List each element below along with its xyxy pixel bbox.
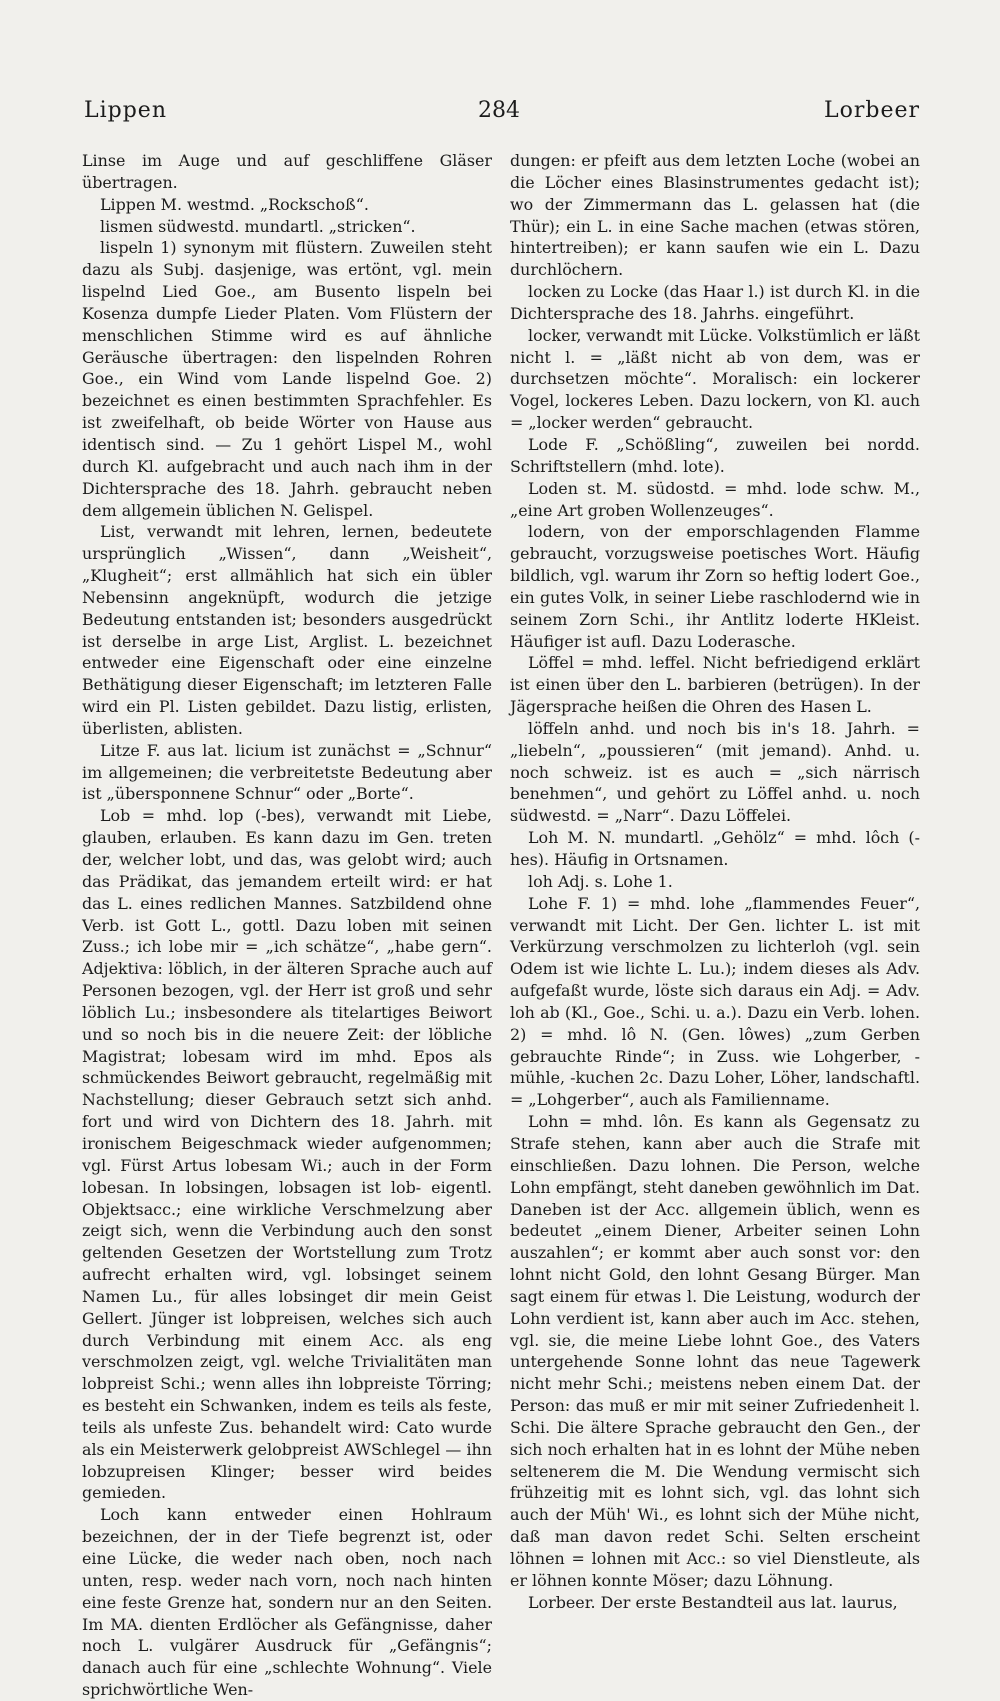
entry-paragraph: Loden st. M. südostd. = mhd. lode schw. M., „eine Art groben Wollenzeuges“. <box>510 478 920 520</box>
entry-paragraph: Lohe F. 1) = mhd. lohe „flammendes Feuer“, verwandt mit Licht. Der Gen. lichter L. ist mit Verkürzung verschmolzen zu lichterloh (vgl. sein Odem ist wie lichte L. Lu.); indem dieses als Adv. aufgefaßt wurde, löste sich daraus ein Adj. = Adv. loh ab (Kl., Goe., Schi. u. a.). Dazu ein Verb. lohen. 2) = mhd. lô N. (Gen. lôwes) „zum Gerben gebrauchte Rinde“; in Zuss. wie Lohgerber, -mühle, -kuchen 2c. Dazu Loher, Löher, landschaftl. = „Lohgerber“, auch als Familienname. <box>510 893 920 1110</box>
entry-paragraph: Linse im Auge und auf geschliffene Gläser übertragen. <box>82 151 492 192</box>
entry-paragraph: loh Adj. s. Lohe 1. <box>528 871 673 891</box>
entry-paragraph: lispeln 1) synonym mit flüstern. Zuweilen steht dazu als Subj. dasjenige, was ertönt, vgl. mein lispelnd Lied Goe., am Busento lispeln bei Kosenza dumpfe Lieder Platen. Vom Flüstern der menschlichen Stimme wird es auf ähnliche Geräusche übertragen: den lispelnden Rohren Goe., ein Wind vom Lande lispelnd Goe. 2) bezeichnet es einen bestimmten Sprachfehler. Es ist zweifelhaft, ob beide Wörter von Hause aus identisch sind. — Zu 1 gehört Lispel M., wohl durch Kl. aufgebracht und auch nach ihm in der Dichtersprache des 18. Jahrh. gebraucht neben dem allgemein üblichen N. Gelispel. <box>82 238 492 520</box>
entry-paragraph: löffeln anhd. und noch bis in's 18. Jahrh. = „liebeln“, „poussieren“ (mit jemand). Anhd. u. noch schweiz. ist es auch = „sich närrisch benehmen“, und gehört zu Löffel anhd. u. noch südwestd. = „Narr“. Dazu Löffelei. <box>510 718 920 826</box>
entry-paragraph: Loch kann entweder einen Hohlraum bezeichnen, der in der Tiefe begrenzt ist, oder eine Lücke, die weder nach oben, noch nach unten, resp. weder nach vorn, noch nach hinten eine feste Grenze hat, sondern nur an den Seiten. Im MA. dienten Erdlöcher als Gefängnisse, daher noch L. vulgärer Ausdruck für „Gefängnis“; danach auch für eine „schlechte Wohnung“. Viele sprichwörtliche Wen- <box>82 1505 492 1700</box>
entry-paragraph: Lob = mhd. lop (-bes), verwandt mit Liebe, glauben, erlauben. Es kann dazu im Gen. treten der, welcher lobt, und das, was gelobt wird; auch das Prädikat, das jemandem erteilt wird: er hat das L. eines redlichen Mannes. Satzbildend ohne Verb. ist Gott L., gottl. Dazu loben mit seinen Zuss.; ich lobe mir = „ich schätze“, „habe gern“. Adjektiva: löblich, in der älteren Sprache auch auf Personen bezogen, vgl. der Herr ist groß und sehr löblich Lu.; insbesondere als titelartiges Beiwort und so noch bis in die neuere Zeit: der löbliche Magistrat; lobesam wird im mhd. Epos als schmückendes Beiwort gebraucht, regelmäßig mit Nachstellung; dieser Gebrauch setzt sich anhd. fort und wird von Dichtern des 18. Jahrh. mit ironischem Beigeschmack wieder aufgenommen; vgl. Fürst Artus lobesam Wi.; auch in der Form lobesan. In lobsingen, lobsagen ist lob- eigentl. Objektsacc.; eine wirkliche Verschmelzung aber zeigt sich, wenn die Verbindung auch den sonst geltenden Gesetzen der Wortstellung zum Trotz aufrecht erhalten wird, vgl. lobsinget seinem Namen Lu., für alles lobsinget dir mein Geist Gellert. Jünger ist lobpreisen, welches sich auch durch Verbindung mit einem Acc. als eng verschmolzen zeigt, vgl. welche Trivialitäten man lobpreist Schi.; wenn alles ihn lobpreiste Törring; es besteht ein Schwanken, indem es teils als feste, teils als unfeste Zus. behandelt wird: Cato wurde als ein Meisterwerk gelobpreist AWSchlegel — ihn lobzupreisen Klinger; besser wird beides gemieden. <box>82 806 492 1503</box>
entry-paragraph: lodern, von der emporschlagenden Flamme gebraucht, vorzugsweise poetisches Wort. Häufig bildlich, vgl. warum ihr Zorn so heftig lodert Goe., ein gutes Volk, in seiner Liebe raschlodernd wie in seinem Zorn Schi., ihr Antlitz loderte HKleist. Häufiger ist aufl. Dazu Loderasche. <box>510 522 920 651</box>
header-right-keyword: Lorbeer <box>823 98 920 123</box>
entry-paragraph: locken zu Locke (das Haar l.) ist durch Kl. in die Dichtersprache des 18. Jahrhs. eingeführt. <box>510 282 920 323</box>
entry-paragraph: Lode F. „Schößling“, zuweilen bei nordd. Schriftstellern (mhd. lote). <box>510 434 920 476</box>
entry-paragraph: List, verwandt mit lehren, lernen, bedeutete ursprünglich „Wissen“, dann „Weisheit“, „Klugheit“; erst allmählich hat sich ein übler Nebensinn angeknüpft, wodurch die jetzige Bedeutung entstanden ist; besonders ausgedrückt ist derselbe in arge List, Arglist. L. bezeichnet entweder eine Eigenschaft oder eine einzelne Bethätigung dieser Eigenschaft; im letzteren Falle wird ein Pl. Listen gebildet. Dazu listig, erlisten, überlisten, ablisten. <box>82 522 492 738</box>
right-column <box>510 150 920 1614</box>
entry-paragraph: lismen südwestd. mundartl. „stricken“. <box>100 216 416 236</box>
entry-paragraph: locker, verwandt mit Lücke. Volkstümlich er läßt nicht l. = „läßt nicht ab von dem, was er durchsetzen möchte“. Moralisch: ein lockerer Vogel, lockeres Leben. Dazu lockern, von Kl. auch = „locker werden“ gebraucht. <box>510 325 920 433</box>
entry-paragraph: Lohn = mhd. lôn. Es kann als Gegensatz zu Strafe stehen, kann aber auch die Strafe mit einschließen. Dazu lohnen. Die Person, welche Lohn empfängt, steht daneben gewöhnlich im Dat. Daneben ist der Acc. allgemein üblich, wenn es bedeutet „einem Diener, Arbeiter seinen Lohn auszahlen“; er kommt aber auch sonst vor: den lohnt nicht Gold, den lohnt Gesang Bürger. Man sagt einem für etwas l. Die Leistung, wodurch der Lohn verdient ist, kann aber auch im Acc. stehen, vgl. sie, die meine Liebe lohnt Goe., des Vaters untergehende Sonne lohnt das neue Tagewerk nicht mehr Schi.; meistens neben einem Dat. der Person: das muß er mir mit seiner Zufriedenheit l. Schi. Die ältere Sprache gebraucht den Gen., der sich noch erhalten hat in es lohnt der Mühe neben seltenerem die M. Die Wendung vermischt sich frühzeitig mit es lohnt sich, vgl. das lohnt sich auch der Müh' Wi., es lohnt sich der Mühe nicht, daß man davon redet Schi. Selten erscheint löhnen = lohnen mit Acc.: so viel Dienstleute, als er löhnen konnte Möser; dazu Löhnung. <box>510 1112 920 1590</box>
entry-paragraph: Löffel = mhd. leffel. Nicht befriedigend erklärt ist einen über den L. barbieren (betrügen). In der Jägersprache heißen die Ohren des Hasen L. <box>510 653 920 717</box>
page-header <box>78 98 920 134</box>
entry-paragraph: Loh M. N. mundartl. „Gehölz“ = mhd. lôch (-hes). Häufig in Ortsnamen. <box>510 828 920 869</box>
entry-paragraph: dungen: er pfeift aus dem letzten Loche (wobei an die Löcher eines Blasinstrumentes gedacht ist); wo der Zimmermann das L. gelassen hat (die Thür); ein L. in eine Sache machen (etwas stören, hintertreiben); er kann saufen wie ein L. Dazu durchlöchern. <box>510 151 920 280</box>
header-left-keyword: Lippen <box>84 98 167 123</box>
page-number: 284 <box>478 98 520 123</box>
entry-paragraph: Lippen M. westmd. „Rockschoß“. <box>100 194 369 214</box>
entry-paragraph: Litze F. aus lat. licium ist zunächst = „Schnur“ im allgemeinen; die verbreitetste Bedeutung aber ist „übersponnene Schnur“ oder „Borte“. <box>82 740 492 804</box>
entry-paragraph: Lorbeer. Der erste Bestandteil aus lat. laurus, <box>528 1592 898 1612</box>
left-column <box>82 150 492 1701</box>
